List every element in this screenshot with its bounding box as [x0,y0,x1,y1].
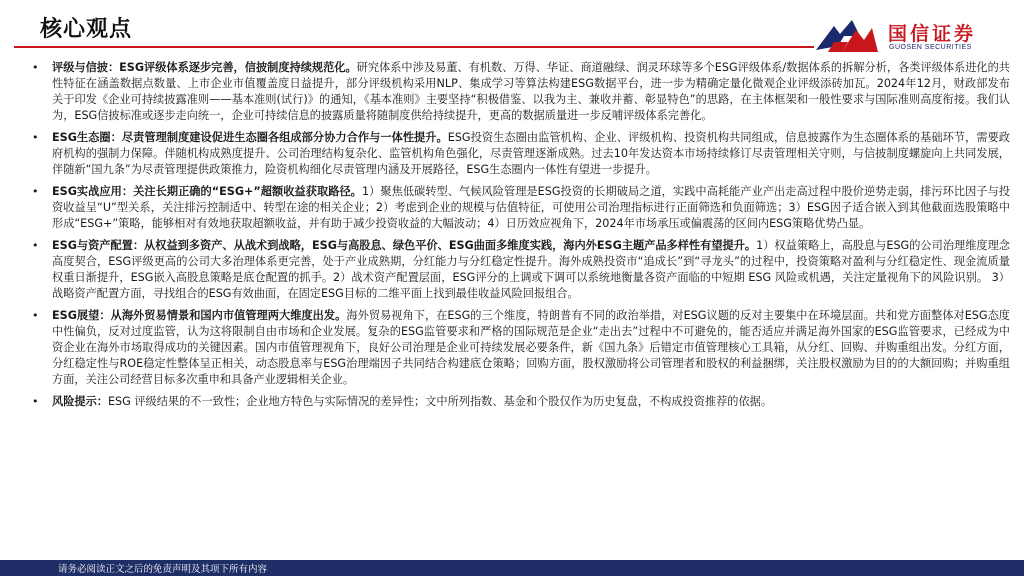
key-point-body: 1）聚焦低碳转型、气候风险管理是ESG投资的长期破局之道，实践中高耗能产业产出走高过程中股价逆势走弱，排污环比因子与投资收益呈“U”型关系，关注排污控制适中、转型在途的相关企业；2）考虑到企业的规模与估值特征，可使用公司治理指标进行正面筛选和负面筛选；3）ESG因子适合嵌入到其他截面选股策略中形成“ESG+”策略，能够相对有效地获取超额收益，并有助于减少投资收益的大幅波动；4）日历效应视角下，2024年市场承压或偏震荡的区间内ESG策略优势凸显。 [52,185,1010,230]
bullet-icon: • [32,239,39,252]
key-point-heading: ESG展望：从海外贸易情景和国内市值管理两大维度出发。 [52,309,347,322]
key-points-list [26,60,1010,416]
key-point-body: ESG 评级结果的不一致性；企业地方特色与实际情况的差异性；文中所列指数、基金和个股仅作为历史复盘，不构成投资推荐的依据。 [107,395,773,408]
company-logo [812,16,1012,58]
guosen-logo-icon [812,16,882,56]
key-point-body: 海外贸易视角下，在ESG的三个维度，特朗普有不同的政治举措，对ESG议题的反对主要集中在环境层面。共和党方面整体对ESG态度中性偏负，反对过度监管，认为这将限制自由市场和企业发展。复杂的ESG监管要求和严格的国际规范是企业“走出去”过程中不可避免的，能否适应并满足海外国家的ESG监管要求，已经成为中资企业在海外市场取得成功的关键因素。国内市值管理视角下，良好公司治理是企业可持续发展必要条件，新《国九条》后错定市值管理核心工具箱，从分红、回购、并购重组出发。分红方面，分红稳定性与ROE稳定性整体呈正相关，动态股息率与ESG治理端因子共同结合构建底仓策略；回购方面，股权激励将公司管理者和股权的利益捆绑，关注股权激励为目的的大额回购；并购重组方面，关注公司经营目标多次重申和具备产业逻辑相关企业。 [52,309,1010,386]
key-point-body: ESG投资生态圈由监管机构、企业、评级机构、投资机构共同组成，信息披露作为生态圈体系的基础环节，需要政府机构的强制力保障。伴随机构成熟度提升、公司治理结构复杂化、监管机构角色强化，尽责管理逐渐成熟。过去10年发达资本市场持续修订尽责管理相关守则，与信披制度螺旋向上共同发展，伴随新“国九条”为尽责管理提供政策推力，险资机构细化尽责管理内涵及开展路径，ESG生态圈内一体性有望进一步提升。 [52,131,1010,176]
footer-disclaimer: 请务必阅读正文之后的免责声明及其项下所有内容 [58,564,268,575]
bullet-icon: • [32,395,39,408]
key-point-heading: ESG生态圈：尽责管理制度建设促进生态圈各组成部分协力合作与一体性提升。 [52,131,448,144]
bullet-icon: • [32,309,39,322]
footer-bar [0,560,1024,576]
bullet-icon: • [32,185,39,198]
key-point-body: 研究体系中涉及易董、有机数、万得、华证、商道融绿、润灵环球等多个ESG评级体系/数据体系的拆解分析，各类评级体系进化的共性特征在涵盖数据点数量、上市企业市值覆盖度日益提升，部分评级机构采用NLP、集成学习等算法构建ESG数据平台，进一步为精确定量化微观企业评级添砖加瓦。2024年12月，财政部发布关于印发《企业可持续披露准则——基本准则(试行)》的通知，《基本准则》主要坚持“积极借鉴、以我为主、兼收并蓄、彰显特色”的思路，在主体框架和一般性要求与国际准则高度衔接。我们认为，ESG信披标准或逐步走向统一，企业可持续信息的披露质量将随制度供给持续提升，更高的数据质量进一步反哺评级体系完善化。 [52,61,1010,122]
logo-name-cn: 国信证券 [888,23,977,45]
title-divider [14,46,814,48]
key-point-rating-disclosure [26,60,1010,124]
key-point-outlook [26,308,1010,388]
key-point-ecosystem [26,130,1010,178]
page-title: 核心观点 [40,17,133,42]
logo-name-en: GUOSEN SECURITIES [889,44,972,51]
key-point-heading: ESG与资产配置：从权益到多资产、从战术到战略，ESG与高股息、绿色平价、ESG曲面多维度实践，海内外ESG主题产品多样性有望提升。 [52,239,757,252]
bullet-icon: • [32,131,39,144]
key-point-asset-allocation [26,238,1010,302]
bullet-icon: • [32,61,39,74]
key-point-heading: 评级与信披：ESG评级体系逐步完善，信披制度持续规范化。 [52,61,357,74]
key-point-application [26,184,1010,232]
key-point-risk-warning [26,394,1010,410]
key-point-heading: 风险提示： [52,395,108,408]
key-point-body: 1）权益策略上，高股息与ESG的公司治理维度理念高度契合，ESG评级更高的公司大多治理体系更完善，处于产业成熟期，分红能力与分红稳定性提升。海外成熟投资市“追成长”到“寻龙头”的过程中，投资策略对盈利与分红稳定性、现金流质量权重日渐提升，ESG嵌入高股息策略是底仓配置的抓手。2）战术资产配置层面，ESG评分的上调或下调可以系统地衡量各资产面临的中短期 ESG 风险或机遇，关注定量视角下的风险识别。 3）战略资产配置方面，寻找组合的ESG有效曲面，在固定ESG目标的二维平面上找到最佳收益风险回报组合。 [52,239,1010,300]
key-point-heading: ESG实战应用：关注长期正确的“ESG+”超额收益获取路径。 [52,185,362,198]
